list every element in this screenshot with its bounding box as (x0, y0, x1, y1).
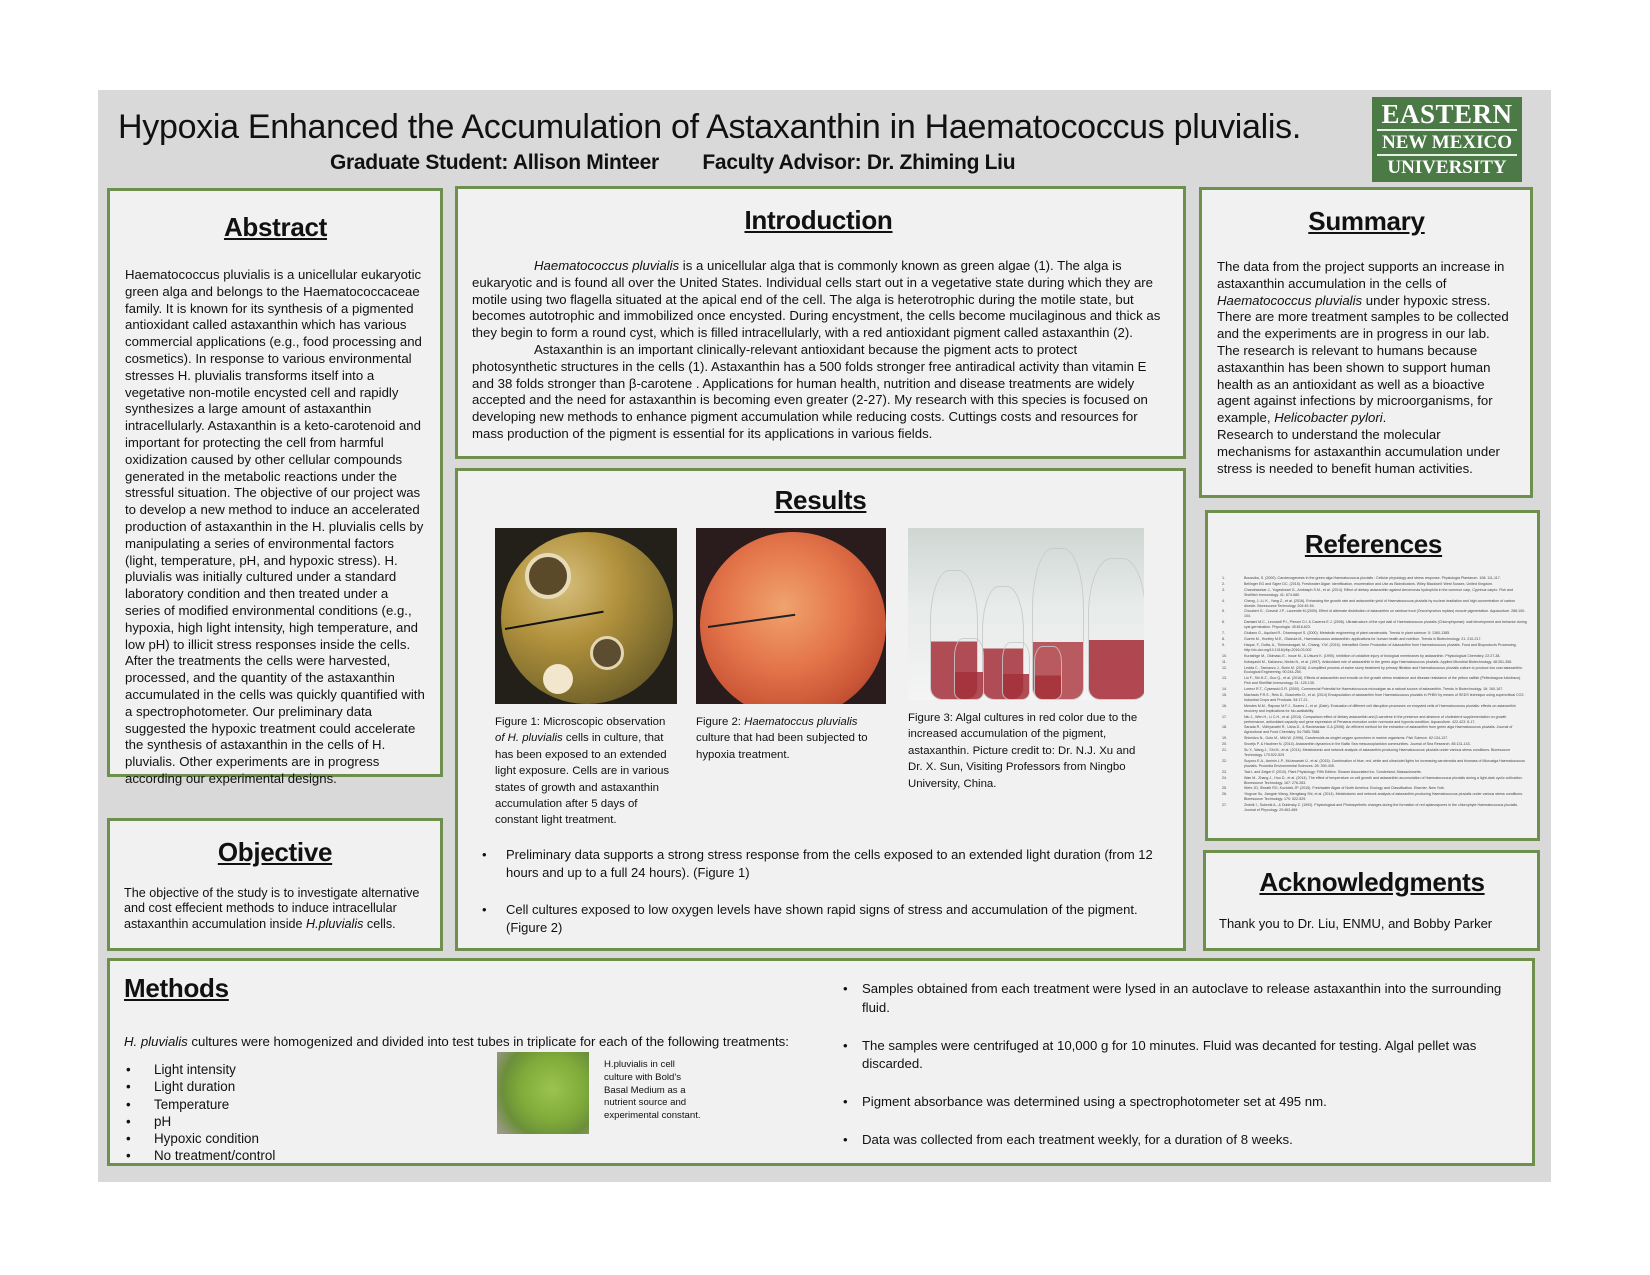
acknowledgments-heading: Acknowledgments (1259, 867, 1485, 897)
caption-text: Figure 1: Microscopic observation (495, 716, 666, 728)
intro-p1-text: is a unicellular alga that is commonly known as green algae (1). The alga is eukaryotic and is found all over the United States. Individual cells start out in a vegetative state during which they are motile using two flagella situated at the apical end of the cell. The alga is heterotrophic during the motile state, but becomes autotrophic and immobilized once encysted. During encystment, the cells become mucilaginous and thick as they begin to form a round cyst, which is filled intracellularly, with a red antioxidant pigment called astaxanthin (2). (472, 258, 1161, 341)
reference-number: 26. (1222, 792, 1227, 797)
reference-text: Sarada R., Vidhyavathi R., Usha D., & Ravishankar G.A.(2006). An efficient method for the extraction of astaxanthin from green alga Haematococcus pluvialis. Journal of Agricultural and Food Chemistry. 54:7585-7588. (1244, 725, 1513, 735)
reference-item (1220, 666, 1527, 676)
summary-section (1199, 187, 1533, 498)
reference-number: 2. (1222, 581, 1225, 586)
results-bullets (476, 846, 1165, 936)
reference-item (1220, 588, 1527, 598)
reference-text: Su Y., Wang J., Shi M., et al. (2014). Metabolomic and network analysis of astaxanthin-producing Haematococcus pluvialis under various stress conditions. Bioresource Technology. 170:522-529. (1244, 748, 1511, 757)
reference-number: 22. (1222, 758, 1227, 763)
reference-number: 17. (1222, 714, 1227, 719)
reference-number: 15. (1222, 693, 1227, 698)
reference-text: Suyono E.A., Aminin L.P., Mu'awanah U., et al. (2015). Combination of blue, red, white and ultraviolet lights for increasing carotenoids and biomass of Microalga Haematococcus pluvialis. Procedia Environmental Sciences. 28: 399-405. (1244, 758, 1525, 768)
reference-text: Lorenz R.T., Cysewski G.R. (2000). Commercial Potential for Haematococcus microalgae as a natural source of astaxanthin. Trends in Biotechnology. 18: 160-167. (1244, 687, 1504, 692)
introduction-section (455, 186, 1186, 459)
methods-step: • Data was collected from each treatment weekly, for a duration of 8 weeks. (843, 1131, 1523, 1150)
reference-item (1220, 676, 1527, 686)
reference-item (1220, 704, 1527, 714)
reference-item (1220, 725, 1527, 735)
reference-item (1220, 654, 1527, 659)
reference-number: 5. (1222, 609, 1225, 614)
reference-text: Wehr JD, Sheath RG, Kociolek JP. (2015). Freshwater Algae of North America: Ecology and Classification. Elsevier. New York. (1244, 786, 1445, 791)
reference-number: 12. (1222, 665, 1227, 670)
treatment-item: • No treatment/control (124, 1147, 275, 1164)
reference-number: 9. (1222, 642, 1225, 647)
reference-number: 16. (1222, 703, 1227, 708)
reference-item (1220, 742, 1527, 747)
reference-item (1220, 620, 1527, 630)
methods-steps (843, 980, 1523, 1169)
results-heading: Results (774, 485, 867, 515)
abstract-heading: Abstract (223, 212, 328, 242)
reference-item (1220, 660, 1527, 665)
acknowledgments-text: Thank you to Dr. Liu, ENMU, and Bobby Parker (1219, 916, 1493, 931)
reference-item (1220, 582, 1527, 587)
objective-text (124, 886, 426, 932)
reference-item (1220, 599, 1527, 609)
objective-heading: Objective (217, 837, 333, 867)
reference-text: Cheng, J.-Li, K., Yang Z., et al. (2016). Enhancing the growth rate and astaxanthin yield of Haematococcus pluvialis by nuclear irradiation and high concentration of carbon dioxide. Bioresource Technology. 204:49-54. (1244, 598, 1516, 608)
intro-species: Haematococcus pluvialis (534, 258, 680, 273)
objective-section (107, 818, 443, 951)
petri-dish-culture-image (497, 1052, 589, 1134)
results-section (455, 468, 1186, 951)
treatment-item: • Light duration (124, 1078, 275, 1095)
figure-2-caption (696, 714, 888, 763)
summary-paragraph-1 (1217, 259, 1516, 343)
petri-dish-caption: H.pluvialis in cell culture with Bold's Basal Medium as a nutrient source and experimental constant. (604, 1059, 701, 1122)
methods-step: • The samples were centrifuged at 10,000 g for 10 minutes. Fluid was decanted for testing. Algal pellet was discarded. (843, 1037, 1523, 1075)
microscope-hypoxia-image (696, 528, 886, 704)
summary-text-b: under hypoxic stress. There are more treatment samples to be collected and the experiments are in progress in our lab. (1217, 292, 1509, 342)
reference-text: Kobayashi M., Kakizono, Nishio N., et al. (1997). Antioxidant role of astaxanthin in the green alga Haematococcus pluvialis. Applied Microbial Biotechnology. 48:351-356. (1244, 659, 1513, 664)
references-heading: References (1304, 529, 1443, 559)
university-logo (1372, 97, 1522, 182)
reference-number: 6. (1222, 620, 1225, 625)
methods-step: • Pigment absorbance was determined using a spectrophotometer set at 495 nm. (843, 1093, 1523, 1112)
logo-line-1: EASTERN (1381, 99, 1513, 129)
reference-item (1220, 687, 1527, 692)
objective-species: H.pluvialis (306, 916, 364, 931)
references-list (1220, 576, 1527, 813)
reference-text: Chandrasekar J., Yogeshwari G., Ambasph S.M., et al. (2014). Effect of dietary astaxanthin against Aeromonas hydrophila in the common carp, Cyprinus carpio. Fish and Shellfish Immunology. 41: 674-680. (1244, 587, 1514, 597)
reference-number: 3. (1222, 587, 1225, 592)
graduate-student: Graduate Student: Allison Minteer (330, 151, 659, 174)
reference-number: 8. (1222, 636, 1225, 641)
caption-text: cells in culture, that has been exposed to an extended light exposure. Cells are in various states of growth and astaxanthin accumulation after 5 days of constant light treatment. (495, 732, 670, 827)
objective-text-b: cells. (363, 916, 396, 931)
methods-heading: Methods (124, 973, 229, 1003)
methods-species: H. pluvialis (124, 1034, 188, 1049)
reference-number: 19. (1222, 736, 1227, 741)
acknowledgments-section (1203, 850, 1540, 951)
treatment-list (124, 1061, 275, 1165)
reference-number: 10. (1222, 653, 1227, 658)
reference-number: 24. (1222, 775, 1227, 780)
abstract-text: Haematococcus pluvialis is a unicellular eukaryotic green alga and belongs to the Haematococcaceae family. It is known for its synthesis of a pigmented antioxidant called astaxanthin which has various commercial applications (e.g., food processing and cosmetics). In response to various environmental stresses H. pluvialis transforms itself into a vegetative non-motile encysted cell and rapidly synthesizes a large amount of astaxanthin intracellularly. Astaxanthin is a keto-carotenoid and important for protecting the cell from harmful oxidization caused by other cellular compounds generated in the metabolic reactions under the stressful situation. The objective of our project was to develop a new method to induce an accelerated production of astaxanthin in the H. pluvialis cells by manipulating a series of environmental factors (light, temperature, pH, and hypoxic stress). H. pluvialis was initially cultured under a standard laboratory condition and then treated under a series of modified environmental conditions (e.g., hypoxia, high light intensity, high temperature, and low pH) to illicit stress responses inside the cells. After the treatments the cells were harvested, processed, and the quantity of the astaxanthin accumulated in the cells was quickly quantified with a spectrophotometer. Our preliminary data suggested the hypoxic treatment could accelerate the synthesis of astaxanthin in the cells of H. pluvialis. Other experiments are in progress according our experimental designs. (125, 267, 425, 786)
poster-title: Hypoxia Enhanced the Accumulation of Astaxanthin in Haematococcus pluvialis. (118, 108, 1302, 146)
microscope-extended-light-image (495, 528, 677, 704)
reference-item (1220, 637, 1527, 642)
results-bullet: • Preliminary data supports a strong stress response from the cells exposed to an extended light duration (from 12 hours and up to a full 24 hours). (Figure 1) (476, 846, 1165, 881)
treatment-item: • Light intensity (124, 1061, 275, 1078)
reference-item (1220, 776, 1527, 786)
reference-number: 14. (1222, 687, 1227, 692)
reference-text: Mendes M.M., Raposo M.F.J., Soares J., et al. (Date). Evaluation of different cell disruption processes on encysted cells of Haematococcus pluvialis: effects on astaxanthin recovery and implications for bio-availability. (1244, 703, 1516, 713)
figure-3-caption: Figure 3: Algal cultures in red color due to the increased accumulation of the pigment, astaxanthin. Picture credit to: Dr. N.J. Xu and Dr. X. Sun, Visiting Professors from Ningbo University, China. (908, 712, 1138, 790)
summary-heading: Summary (1308, 206, 1425, 236)
methods-intro-text: cultures were homogenized and divided into test tubes in triplicate for each of the following treatments: (187, 1034, 789, 1049)
reference-item (1220, 715, 1527, 725)
reference-item (1220, 759, 1527, 769)
reference-number: 18. (1222, 725, 1227, 730)
reference-item (1220, 693, 1527, 703)
reference-text: Guerin M., Huntley M.E., Olaizola M., Haematococcus astaxanthin: applications for human health and nutrition. Trends in Biotechnology. 21: 210-217. (1244, 636, 1482, 641)
reference-item (1220, 736, 1527, 741)
reference-number: 21. (1222, 748, 1227, 753)
introduction-heading: Introduction (744, 205, 893, 235)
reference-item (1220, 770, 1527, 775)
figure-2 (696, 528, 888, 763)
reference-item (1220, 576, 1527, 581)
summary-text-b: . (1382, 410, 1387, 426)
reference-number: 11. (1222, 659, 1227, 664)
caption-text: culture that had been subjected to hypoxia treatment. (696, 732, 868, 761)
results-bullet: • Cell cultures exposed to low oxygen levels have shown rapid signs of stress and accumulation of the pigment. (Figure 2) (476, 901, 1165, 936)
reference-text: Yingxue Su, Jiangxin Wang, Mengliang Shi, et al. (2014). Metabolomic and network analysis of astaxanthin-producing Haematococcus pluvialis under various stress conditions. Bioresource Technology. 170: 522-529. (1244, 792, 1523, 802)
reference-item (1220, 631, 1527, 636)
reference-text: Shimidzu N., Goto M., Miki W. (1996). Carotenoids as singlet oxygen quenchers in marine organisms. Fish Science. 62:134-137. (1244, 736, 1449, 741)
summary-bacterium: Helicobacter pylori (1274, 410, 1383, 426)
results-figures (476, 528, 1165, 846)
figure-3 (908, 528, 1144, 792)
figure-1-caption (495, 714, 677, 829)
logo-line-2: NEW MEXICO (1377, 129, 1517, 154)
figure-1 (495, 528, 677, 829)
reference-text: Zlotnik I., Sukenik A., & Dubinsky Z. (1993). Physiological and Photosynthetic changes during the formation of red aplanospores in the chlorophyte Haematococcus pluvialis. Journal of Phycology. 29:463-469. (1244, 803, 1519, 813)
reference-text: Haque, F., Dutta, A., Thimmanagari, M., Chiang, Y.W. (2016). Intensified Green Production of Astaxanthin from Haematococcus pluvialis. Food and Bioproducts Processing. http://dx.doi.org/10.1016/j.fbp.2016.03.002 (1244, 642, 1517, 652)
summary-paragraph-2 (1217, 343, 1516, 427)
introduction-paragraph-1 (472, 258, 1165, 342)
reference-number: 23. (1222, 769, 1227, 774)
reference-item (1220, 748, 1527, 758)
summary-text-a: The research is relevant to humans because astaxanthin has been shown to support human health as an antioxidant as well as a bioactive agent against infections by microorganisms, for example, (1217, 342, 1493, 426)
reference-text: Ledda C., Tamiazzo J., Borin M. (2016). A simplified process of swine slurry treatment by primary filtration and Haematococcus pluvialis culture to produce low cost astaxanthin. Ecological Engineering. 90:244-250. (1244, 665, 1523, 675)
reference-item (1220, 643, 1527, 653)
reference-number: 20. (1222, 742, 1227, 747)
poster-authors (330, 151, 1053, 175)
reference-item (1220, 803, 1527, 813)
caption-species: Haematoccus pluvialis (744, 716, 858, 728)
treatment-item: • pH (124, 1113, 275, 1130)
treatment-item: • Temperature (124, 1096, 275, 1113)
abstract-section (107, 188, 443, 786)
introduction-paragraph-2: Astaxanthin is an important clinically-relevant antioxidant because the pigment acts to protect photosynthetic structures in the cells (1). Astaxanthin has a 500 folds stronger free antiradical activity than vitamin E and 38 folds stronger than β-carotene . Applications for human health, nutrition and disease treatments are widely accepted and the need for astaxanthin is becoming even greater (2-27). My research with this species is focused on developing new methods to enhance pigment accumulation while reducing costs. Cuttings costs and resources for mass production of the pigment is essential for its applications in various fields. (472, 341, 1148, 441)
reference-item (1220, 609, 1527, 619)
reference-number: 13. (1222, 676, 1227, 681)
methods-section (107, 958, 1535, 1166)
reference-number: 4. (1222, 598, 1225, 603)
reference-text: Choubert G., Cravedi J.P., Laurentie M.(2009). Effect of alternate distribution of astaxanthin on rainbow trout (Oncorhynchus mykiss) muscle pigmentation. Aquaculture. 286:100-104. (1244, 609, 1526, 619)
reference-item (1220, 786, 1527, 791)
reference-text: Damiani M.C., Leonardi P.I., Pieroni O.I. & Caceres E.J. (2006). Ultrastructure of the cyst wall of Haematococcus pluvialis (Chlorophyceae): wall development and behavior during cyst germination. Phycologia. 45:616-623. (1244, 620, 1527, 630)
caption-species: of H. pluvialis (495, 732, 563, 745)
reference-text: Bellinger EG and Sigee DC. (2015). Freshwater Algae: Identification, enumeration and Use as Bioindicators. Wiley Blackwell: West Sussex, United Kingdom. (1244, 581, 1494, 586)
red-algal-flasks-image (908, 528, 1144, 700)
references-section (1205, 510, 1540, 841)
reference-item (1220, 792, 1527, 802)
reference-text: Boussiba, S. (2000). Carotenogenesis in the green alga Haematococcus pluvialis : Cellular physiology and stress response. Physiologia Plantarum. 108: 111-117. (1244, 576, 1501, 580)
reference-number: 25. (1222, 786, 1227, 791)
summary-text-a: The data from the project supports an increase in astaxanthin accumulation in the cells of (1217, 259, 1505, 291)
reference-number: 1. (1222, 576, 1225, 580)
faculty-advisor: Faculty Advisor: Dr. Zhiming Liu (702, 151, 1016, 174)
reference-text: Wan M., Zhang J., Hou D., et al. (2014). The effect of temperature on cell growth and astaxanthin accumulation of Haematococcus pluvialis during a light-dark cyclic cultivation. Bioresource Technology. 167: 276-283. (1244, 775, 1523, 785)
reference-text: Niu J., Wen H., Li C.H., et al. (2014). Comparison effect of dietary astaxanthin and β-carotene in the presence and absence of cholesterol supplementation on growth performance, antioxidant capacity and gene expression of Penaeus monodon under normoxia and hypoxia condition. Aquaculture. 422-423: 8-17. (1244, 714, 1507, 724)
reference-text: Machado F.R.S., Reis D., Boschetto D., et al. (2014) Encapsulation of astaxanthin from Haematococcus pluvialis in PHBV by means of SEDS technique using supercritical CO2. Industrial Crops and Products. 54:17-21. (1244, 693, 1525, 702)
summary-species: Haematococcus pluvialis (1217, 292, 1363, 308)
reference-text: Taiz L and Zeiger E (2010). Plant Physiology: Fifth Edition. Sinauer Associated Inc. Sunderland, Massachusetts. (1244, 769, 1422, 774)
summary-paragraph-3: Research to understand the molecular mechanisms for astaxanthin accumulation under stress is needed to benefit human activities. (1217, 426, 1500, 476)
treatment-item: • Hypoxic condition (124, 1130, 275, 1147)
reference-text: Giuliano G., Aquilani R., Dharmapuri S. (2000). Metabolic engineering of plant carotenoids. Trends in plant science. 5: 1360-1385. (1244, 631, 1451, 636)
reference-text: Snoeijs P. & Haubner N. (2014). Astaxanthin dynamics in the Baltic Sea mesozooplankton communities. Journal of Sea Research. 85:131-143. (1244, 742, 1471, 747)
methods-step: • Samples obtained from each treatment were lysed in an autoclave to release astaxanthin into the surrounding fluid. (843, 980, 1523, 1018)
reference-text: Kurashige M., Okimasu E., Inoue M., & Utsumi K. (1990). Inhibition of oxidative injury of biological membranes by astaxanthin. Physiological Chemistry. 22:27-38. (1244, 653, 1501, 658)
methods-intro (124, 1034, 789, 1049)
objective-text-a: The objective of the study is to investigate alternative and cost effecient methods to induce intracellular astaxanthin accumulation inside (124, 886, 420, 931)
logo-line-3: UNIVERSITY (1377, 154, 1517, 180)
reference-number: 27. (1222, 803, 1227, 808)
caption-text: Figure 2: (696, 716, 745, 728)
reference-number: 7. (1222, 631, 1225, 636)
reference-text: Liu F., Shi H.Z., Guo Q., et al. (2016). Effects of astaxanthin and emodin on the growth stress resistance and disease resistance of the yellow catfish (Pelteobagrus fulvidraco). Fish and Shellfish Immunology. 51: 125-135. (1244, 676, 1522, 686)
summary-text (1217, 259, 1516, 477)
